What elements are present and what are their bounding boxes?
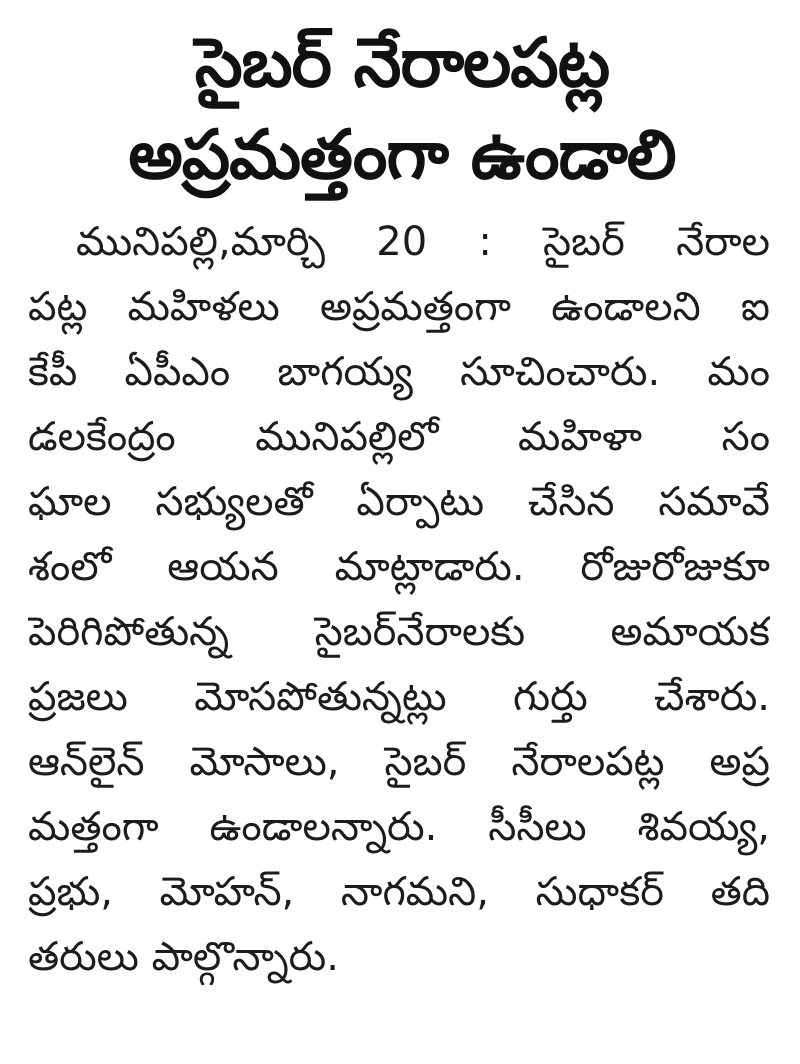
headline <box>28 0 776 202</box>
body-line: శంలో ఆయన మాట్లాడారు. రోజురోజుకూ <box>28 544 770 590</box>
body-line: ఆన్‌లైన్ మోసాలు, సైబర్ నేరాలపట్ల అప్ర <box>28 739 770 785</box>
body-line: ఘాల సభ్యులతో ఏర్పాటు చేసిన సమావే <box>28 479 770 525</box>
body-line: పెరిగిపోతున్న సైబర్‌నేరాలకు అమాయక <box>28 609 770 655</box>
body-line: ప్రజలు మోసపోతున్నట్లు గుర్తు చేశారు. <box>28 674 770 720</box>
body-line: మత్తంగా ఉండాలన్నారు. సీసీలు శివయ్య, <box>28 804 770 850</box>
body-line: తరులు పాల్గొన్నారు. <box>28 934 339 980</box>
body-line: పట్ల మహిళలు అప్రమత్తంగా ఉండాలని ఐ <box>28 284 770 330</box>
body-line: ప్రభు, మోహన్, నాగమని, సుధాకర్ తది <box>28 869 770 915</box>
headline-line-2: అప్రమత్తంగా ఉండాలి <box>128 116 676 195</box>
article-body <box>28 210 776 990</box>
headline-line-1: సైబర్ నేరాలపట్ల <box>194 24 610 103</box>
body-line: మునిపల్లి,మార్చి 20 : సైబర్ నేరాల <box>76 219 770 265</box>
body-line: కేపీ ఏపీఎం బాగయ్య సూచించారు. మం <box>28 349 770 395</box>
body-line: డలకేంద్రం మునిపల్లిలో మహిళా సం <box>28 414 770 460</box>
